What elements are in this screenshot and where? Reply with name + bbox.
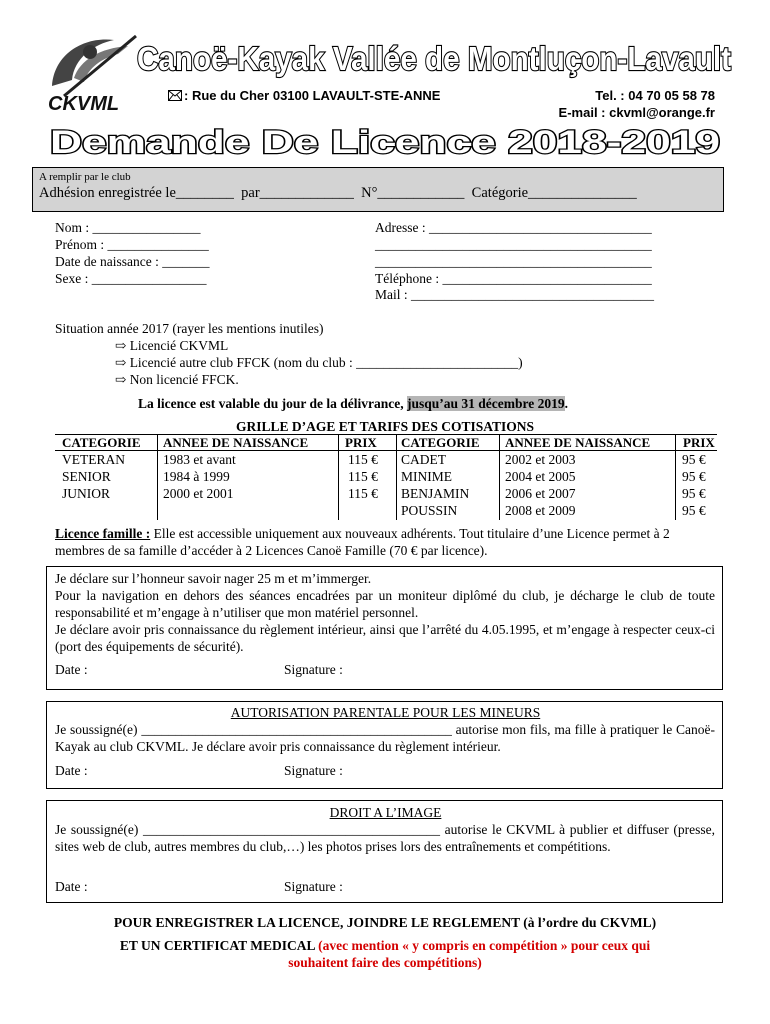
field-telephone[interactable]: Téléphone : _______________________________ — [375, 271, 652, 286]
declaration-reglement: Je déclare avoir pris connaissance du règlement intérieur, ainsi que l’arrêté du 4.05.1995, et m’engage à respecter ceux-ci (port des équipements de sécurité). — [55, 622, 715, 654]
situation-option-non-licencie[interactable]: ⇨ Non licencié FFCK. — [115, 372, 239, 387]
tarif-cell: 2000 et 2001 — [163, 486, 234, 501]
tarif-cell: 95 € — [682, 469, 706, 484]
parental-authorization-title: AUTORISATION PARENTALE POUR LES MINEURS — [230, 705, 541, 720]
tarif-header-prix: PRIX — [345, 435, 377, 450]
field-nom[interactable]: Nom : ________________ — [55, 220, 201, 235]
field-adresse-3[interactable]: _________________________________________ — [375, 254, 652, 269]
situation-option-autre-club[interactable]: ⇨ Licencié autre club FFCK (nom du club : ________________________) — [115, 355, 523, 370]
declaration-date[interactable]: Date : — [55, 662, 88, 677]
footer-certificat-note-2: souhaitent faire des compétitions) — [288, 955, 482, 970]
image-rights-signature[interactable]: Signature : — [284, 879, 343, 894]
tarif-cell: 115 € — [348, 452, 378, 467]
club-use-box — [32, 167, 724, 212]
table-row: MINIME — [401, 469, 452, 484]
field-adresse-2[interactable]: _________________________________________ — [375, 237, 652, 252]
tarif-cell: 2008 et 2009 — [505, 503, 576, 518]
tarif-cell: 2002 et 2003 — [505, 452, 576, 467]
club-registration-line[interactable]: Adhésion enregistrée le________ par_____________ N°____________ Catégorie_______________ — [39, 185, 637, 201]
parental-authorization-box — [46, 701, 723, 789]
footer-certificat: ET UN CERTIFICAT MEDICAL (avec mention « y compris en compétition » pour ceux qui — [119, 938, 651, 953]
parental-date[interactable]: Date : — [55, 763, 88, 778]
svg-text:Demande De Licence 2018-2019: Demande De Licence 2018-2019 — [50, 124, 720, 160]
club-phone: Tel. : 04 70 05 58 78 — [595, 88, 715, 103]
ckvml-logo — [44, 34, 144, 114]
tarif-cell: 1984 à 1999 — [163, 469, 230, 484]
field-adresse[interactable]: Adresse : _________________________________ — [375, 220, 652, 235]
svg-text:Canoë-Kayak Vallée de Montluço: Canoë-Kayak Vallée de Montluçon-Lavault — [137, 40, 732, 77]
tarif-cell: 95 € — [682, 503, 706, 518]
declaration-swim: Je déclare sur l’honneur savoir nager 25 m et m’immerger. — [55, 571, 372, 586]
tarif-cell: 2006 et 2007 — [505, 486, 576, 501]
table-row: JUNIOR — [62, 486, 111, 501]
image-rights-date[interactable]: Date : — [55, 879, 88, 894]
tarif-header-prix-2: PRIX — [683, 435, 715, 450]
validity-note: La licence est valable du jour de la délivrance, jusqu’au 31 décembre 2019. — [138, 396, 568, 411]
declaration-box — [46, 566, 723, 690]
footer-reglement: POUR ENREGISTRER LA LICENCE, JOINDRE LE REGLEMENT (à l’ordre du CKVML) — [113, 915, 657, 930]
tarif-cell: 2004 et 2005 — [505, 469, 576, 484]
declaration-signature[interactable]: Signature : — [284, 662, 343, 677]
situation-option-ckvml[interactable]: ⇨ Licencié CKVML — [115, 338, 229, 353]
footer-certificat-note: (avec mention « y compris en compétition » pour ceux qui — [318, 938, 651, 953]
table-row: BENJAMIN — [401, 486, 470, 501]
field-prenom[interactable]: Prénom : _______________ — [55, 237, 209, 252]
club-address: : Rue du Cher 03100 LAVAULT-STE-ANNE — [168, 88, 440, 103]
image-rights-title: DROIT A L’IMAGE — [329, 805, 442, 820]
parental-authorization-text[interactable]: Je soussigné(e) ______________________________________________ autorise mon fils, ma fille à pratiquer le Canoë-Kayak au club CKVML. Je déclare avoir pris connaissance du règlement intérieur. — [55, 722, 715, 754]
licence-famille-label: Licence famille : — [55, 526, 151, 541]
field-sexe[interactable]: Sexe : _________________ — [55, 271, 207, 286]
table-row: VETERAN — [62, 452, 125, 467]
form-title — [40, 120, 730, 162]
tarif-cell: 115 € — [348, 469, 378, 484]
tarif-header-categorie: CATEGORIE — [62, 435, 141, 450]
club-contact — [559, 87, 715, 121]
licence-famille-note: Licence famille : Elle est accessible uniquement aux nouveaux adhérents. Tout titulaire d’une Licence permet à 2 membres de sa famille d’accéder à 2 Licences Canoë Famille (70 € par licence). — [55, 526, 670, 558]
tarif-cell: 1983 et avant — [163, 452, 236, 467]
tarif-title: GRILLE D’AGE ET TARIFS DES COTISATIONS — [236, 419, 534, 434]
declaration-navigation: Pour la navigation en dehors des séances encadrées par un moniteur diplômé du club, je décharge le club de toute responsabilité et m’engage à n’utiliser que mon matériel personnel. — [55, 588, 715, 620]
tarif-header-categorie-2: CATEGORIE — [401, 435, 480, 450]
club-use-note: A remplir par le club — [39, 171, 131, 183]
parental-signature[interactable]: Signature : — [284, 763, 343, 778]
image-rights-box — [46, 800, 723, 903]
situation-title: Situation année 2017 (rayer les mentions inutiles) — [55, 321, 324, 336]
tarif-cell: 95 € — [682, 452, 706, 467]
tarif-cell: 95 € — [682, 486, 706, 501]
club-email: E-mail : ckvml@orange.fr — [558, 105, 715, 120]
envelope-icon — [168, 90, 182, 101]
logo-text: CKVML — [48, 93, 120, 114]
club-title — [135, 30, 735, 82]
tarif-header-annee-2: ANNEE DE NAISSANCE — [505, 435, 651, 450]
tarif-header-annee: ANNEE DE NAISSANCE — [163, 435, 309, 450]
table-row: SENIOR — [62, 469, 111, 484]
table-row: POUSSIN — [401, 503, 458, 518]
field-date-naissance[interactable]: Date de naissance : _______ — [55, 254, 210, 269]
field-mail[interactable]: Mail : ____________________________________ — [375, 287, 654, 302]
validity-highlight: jusqu’au 31 décembre 2019 — [406, 396, 565, 411]
table-row: CADET — [401, 452, 446, 467]
tarif-cell: 115 € — [348, 486, 378, 501]
image-rights-text[interactable]: Je soussigné(e) ____________________________________________ autorise le CKVML à publier et diffuser (presse, sites web de club, autres membres du club,…) les photos prises lors des entraînements et compétitions. — [55, 822, 715, 854]
